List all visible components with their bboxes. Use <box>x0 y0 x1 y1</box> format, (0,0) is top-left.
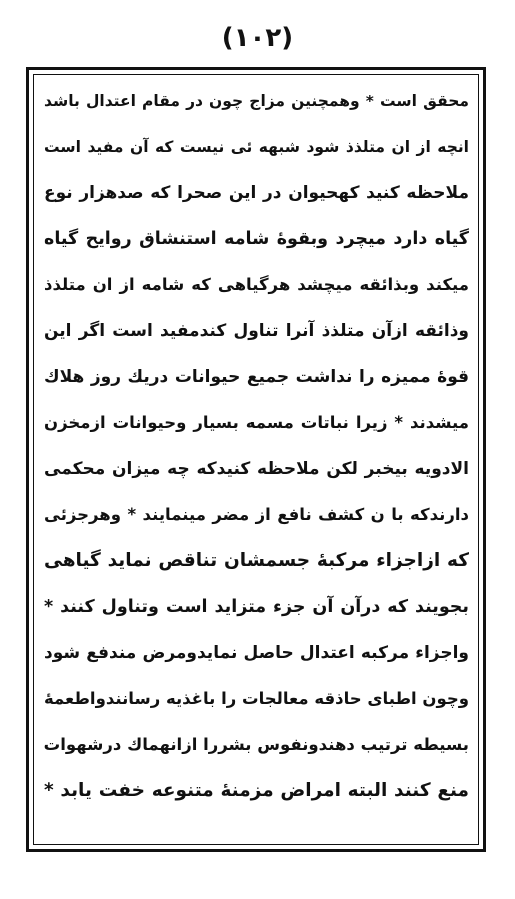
text-line: واجزاء مرکبه اعتدال حاصل نمایدومرض مندفع شود <box>44 643 469 663</box>
text-line: انچه از ان متلذذ شود شبهه ئی نیست که آن مفید است <box>44 138 469 156</box>
page-text-body <box>44 78 469 814</box>
text-line: قوۀ ممیزه را نداشت جمیع حیوانات دریك روز هلاك <box>44 367 469 387</box>
text-line: الادویه بیخبر لکن ملاحظه کنیدکه چه میزان محکمی <box>44 459 469 479</box>
text-line: که ازاجزاء مرکبۀ جسمشان تناقص نماید گیاهی <box>44 550 469 571</box>
text-line: وچون اطبای حاذقه معالجات را باغذیه رسانندواطعمۀ <box>44 689 469 708</box>
text-line: دارندکه با ن کشف نافع از مضر مینمایند * وهرجزئی <box>44 505 469 524</box>
text-line: میکند وبذائقه میچشد هرگیاهی که شامه از ان متلذذ <box>44 275 469 294</box>
text-line: محقق است * وهمچنین مزاج چون در مقام اعتدال باشد <box>44 92 469 110</box>
page-number: (۱۰۲) <box>221 23 294 53</box>
text-line: گیاه دارد میچرد وبقوۀ شامه استنشاق روایح گیاه <box>44 229 469 249</box>
text-line: وذائقه ازآن متلذذ آنرا تناول کندمفید است اگر این <box>44 321 469 341</box>
text-line: میشدند * زیرا نباتات مسمه بسیار وحیوانات ازمخزن <box>44 413 469 432</box>
text-line: ملاحظه کنید کهحیوان در این صحرا که صدهزار نوع <box>44 183 469 203</box>
text-line: بسیطه ترتیب دهندونفوس بشررا ازانهماك درشهوات <box>44 735 469 754</box>
text-line: منع کنند البته امراض مزمنۀ متنوعه خفت یابد * <box>44 780 469 801</box>
text-line: بجویند که درآن آن جزء متزاید است وتناول کنند * <box>44 597 469 617</box>
